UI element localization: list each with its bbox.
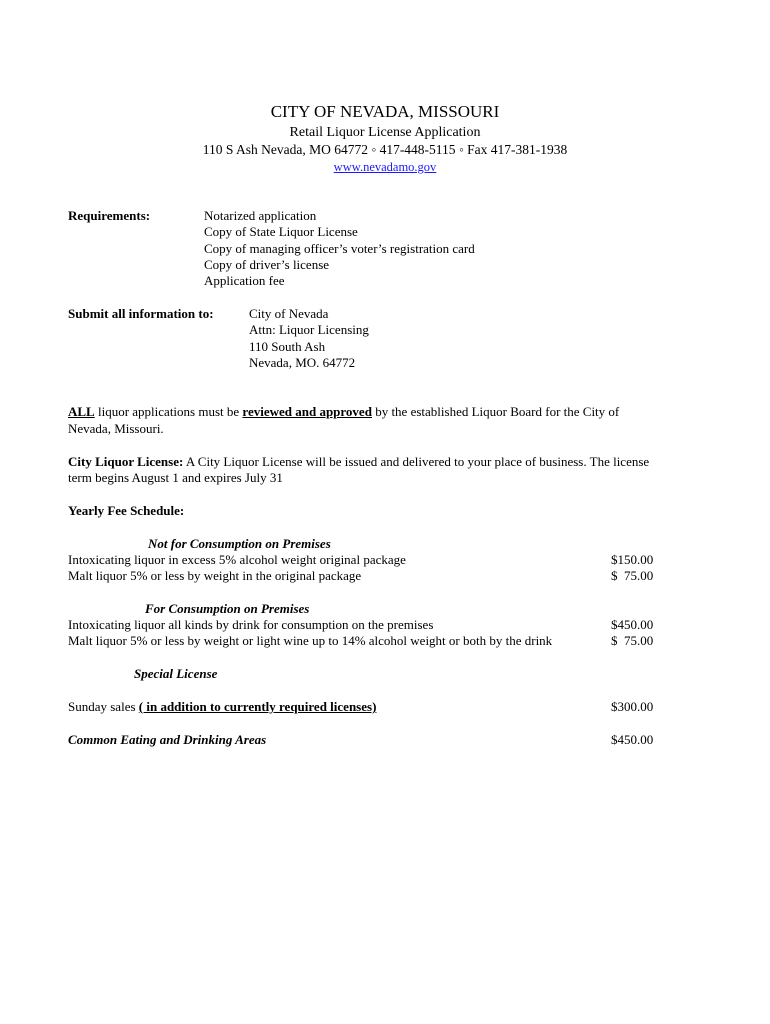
fee-row-amount: $300.00 <box>611 699 654 714</box>
page-subtitle: Retail Liquor License Application <box>289 125 481 140</box>
section-title: For Consumption on Premises <box>145 601 310 616</box>
list-item: Notarized application <box>204 208 317 223</box>
fee-schedule-heading: Yearly Fee Schedule: <box>68 503 185 518</box>
city-license-line-2: term begins August 1 and expires July 31 <box>68 470 283 485</box>
approval-text: by the established Liquor Board for the City of <box>371 404 620 419</box>
approval-line-2: Nevada, Missouri. <box>68 421 164 436</box>
fee-row-amount: $ 75.00 <box>611 633 654 648</box>
list-item: Copy of State Liquor License <box>204 224 358 240</box>
separator-dot: ◦ <box>371 142 377 157</box>
city-license-paragraph <box>68 454 649 470</box>
list-item: Copy of managing officer’s voter’s registration card <box>204 240 475 256</box>
fee-row-amount: $ 75.00 <box>611 568 654 583</box>
fee-row-desc: Malt liquor 5% or less by weight in the original package <box>68 568 362 583</box>
submit-address <box>249 306 369 371</box>
section-title: Not for Consumption on Premises <box>148 536 331 551</box>
address-line: City of Nevada <box>249 306 329 321</box>
fee-row-amount: $450.00 <box>611 617 654 632</box>
submit-label: Submit all information to: <box>68 306 214 321</box>
address-line: Nevada, MO. 64772 <box>249 354 356 370</box>
all-emphasis: ALL <box>68 404 95 419</box>
separator-dot: ◦ <box>458 142 464 157</box>
contact-line <box>0 142 770 158</box>
sunday-sales-note: ( in addition to currently required licenses) <box>138 699 377 714</box>
requirements-label: Requirements: <box>68 208 151 223</box>
approval-text: liquor applications must be <box>94 404 243 419</box>
website-row <box>0 159 770 175</box>
list-item: Application fee <box>204 273 285 289</box>
section-title: Special License <box>134 666 218 681</box>
city-license-label: City Liquor License: <box>68 454 184 469</box>
list-item: Copy of driver’s license <box>204 256 330 272</box>
common-areas-label: Common Eating and Drinking Areas <box>68 732 267 747</box>
phone: 417-448-5115 <box>379 142 456 157</box>
fee-row-desc: Intoxicating liquor in excess 5% alcohol weight original package <box>68 552 406 567</box>
fax: Fax 417-381-1938 <box>467 142 568 157</box>
page-title: CITY OF NEVADA, MISSOURI <box>270 102 500 121</box>
requirements-list <box>204 208 475 289</box>
fee-row-amount: $450.00 <box>611 732 654 747</box>
city-license-text: A City Liquor License will be issued and delivered to your place of business. The license <box>183 454 650 469</box>
address: 110 S Ash Nevada, MO 64772 <box>202 142 369 157</box>
address-line: Attn: Liquor Licensing <box>249 322 369 338</box>
fee-row-desc: Intoxicating liquor all kinds by drink for consumption on the premises <box>68 617 434 632</box>
fee-row-desc: Malt liquor 5% or less by weight or light wine up to 14% alcohol weight or both by the drink <box>68 633 553 648</box>
website-link[interactable]: www.nevadamo.gov <box>333 160 437 174</box>
sunday-sales-label: Sunday sales <box>68 699 139 714</box>
sunday-sales-row <box>68 699 376 715</box>
reviewed-emphasis: reviewed and approved <box>242 404 372 419</box>
fee-row-amount: $150.00 <box>611 552 654 567</box>
address-line: 110 South Ash <box>249 338 326 354</box>
approval-paragraph <box>68 404 619 420</box>
